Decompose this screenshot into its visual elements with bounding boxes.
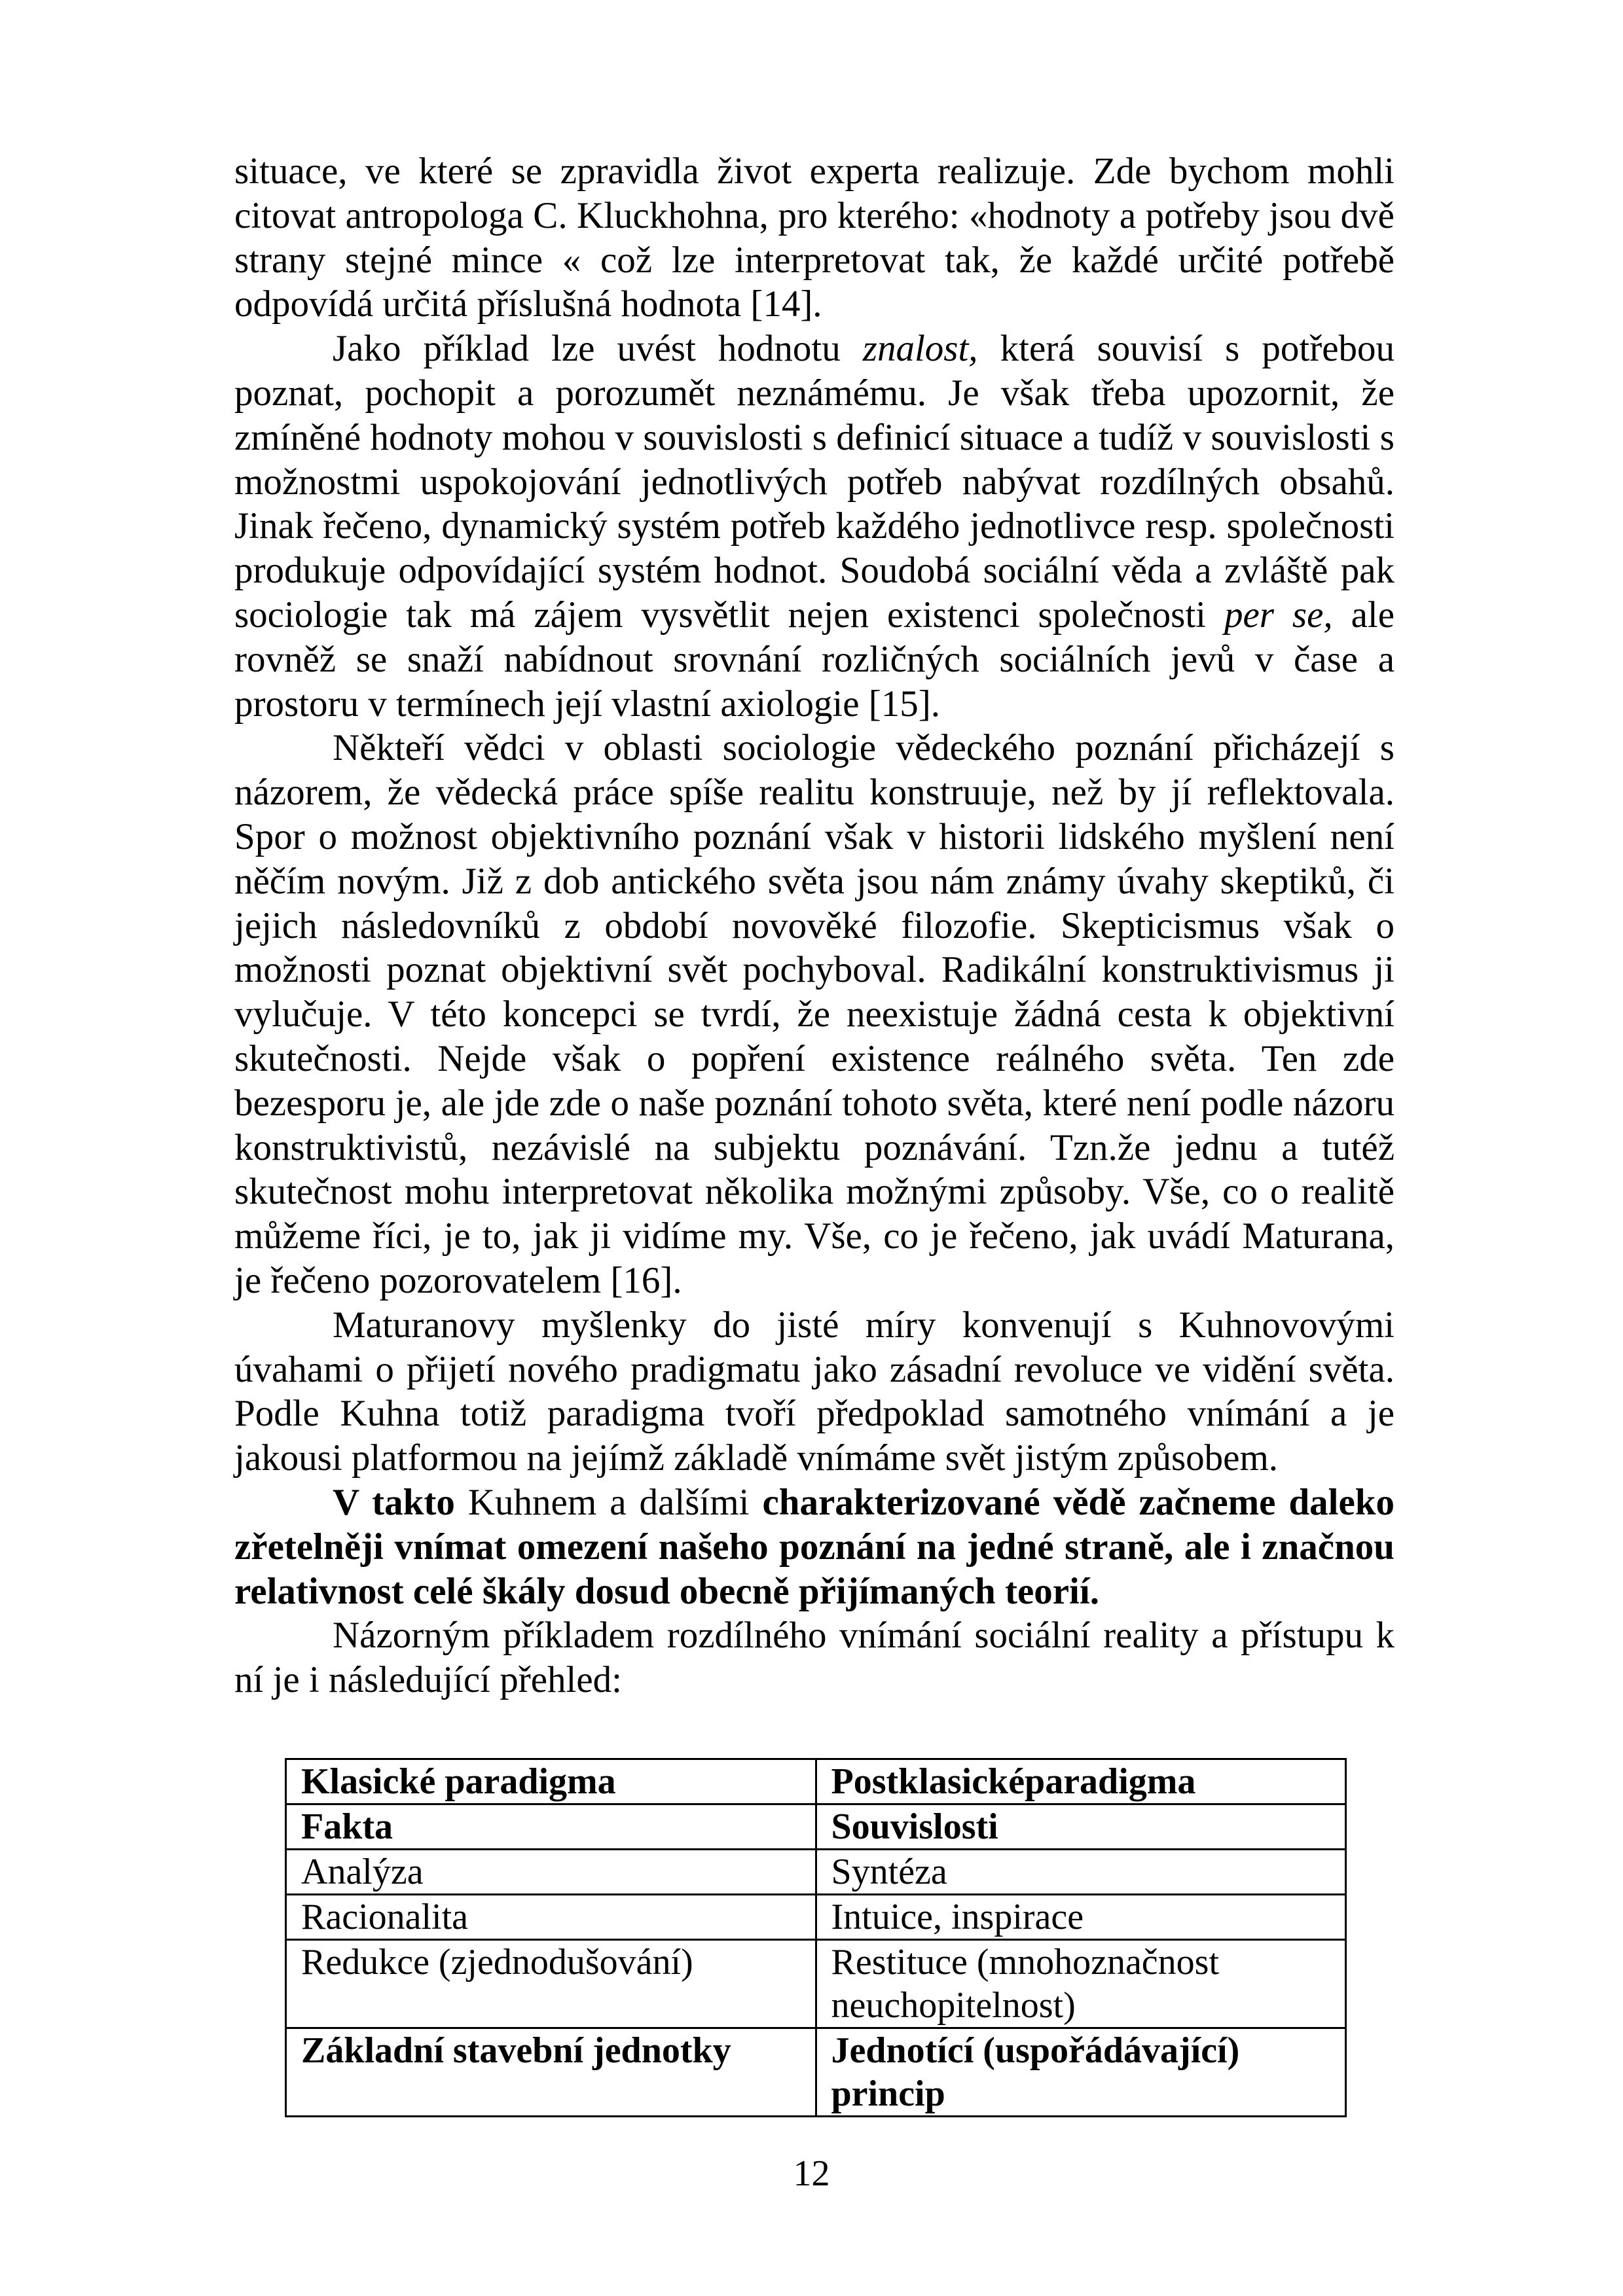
text-run: ale rovněž se snaží nabídnout srovnání rozličných sociálních jevů v čase a prostoru v termínech její vlastní axiologie [15]. — [234, 594, 1395, 725]
table-row — [286, 1849, 1346, 1894]
table-cell: Základní stavební jednotky — [286, 2028, 816, 2116]
paragraph: Někteří vědci v oblasti sociologie vědeckého poznání přicházejí s názorem, že vědecká práce spíše realitu konstruuje, než by jí reflektovala. Spor o možnost objektivního poznání však v historii lidského myšlení není něčím novým. Již z dob antického světa jsou nám známy úvahy skeptiků, či jejich následovníků z období novověké filozofie. Skepticismus však o možnosti poznat objektivní svět pochyboval. Radikální konstruktivismus ji vylučuje. V této koncepci se tvrdí, že neexistuje žádná cesta k objektivní skutečnosti. Nejde však o popření existence reálného světa. Ten zde bezesporu je, ale jde zde o naše poznání tohoto světa, které není podle názoru konstruktivistů, nezávislé na subjektu poznávání. Tzn.že jednu a tutéž skutečnost mohu interpretovat několika možnými způsoby. Vše, co o realitě můžeme říci, je to, jak ji vidíme my. Vše, co je řečeno, jak uvádí Maturana, je řečeno pozorovatelem [16]. — [234, 727, 1395, 1301]
table-cell: Fakta — [286, 1804, 816, 1849]
table-row — [286, 1939, 1346, 2028]
page-number: 12 — [793, 2153, 830, 2194]
italic-term: znalost, — [862, 328, 978, 370]
table-row — [286, 2028, 1346, 2116]
table-cell: Intuice, inspirace — [816, 1894, 1346, 1939]
document-page — [234, 149, 1395, 2117]
table-header-cell: Postklasicképaradigma — [816, 1759, 1346, 1804]
paragraph: Názorným příkladem rozdílného vnímání sociální reality a přístupu k ní je i následující přehled: — [234, 1615, 1395, 1701]
body-text — [234, 149, 1395, 1702]
table-header-cell: Klasické paradigma — [286, 1759, 816, 1804]
italic-term: per se, — [1224, 594, 1333, 636]
paradigm-table — [285, 1758, 1347, 2117]
text-run: Jako příklad lze uvést hodnotu — [333, 328, 863, 370]
paragraph — [234, 327, 1395, 726]
bold-paragraph — [234, 1480, 1395, 1613]
table-cell: Analýza — [286, 1849, 816, 1894]
table-row — [286, 1894, 1346, 1939]
text-run: Kuhnem a dalšími — [454, 1481, 763, 1523]
paragraph: Maturanovy myšlenky do jisté míry konvenují s Kuhnovovými úvahami o přijetí nového pradigmatu jako zásadní revoluce ve vidění světa. Podle Kuhna totiž paradigma tvoří předpoklad samotného vnímání a je jakousi platformou na jejímž základě vnímáme svět jistým způsobem. — [234, 1304, 1395, 1479]
spacer — [234, 1702, 1395, 1758]
table-cell: Jednotící (uspořádávající) princip — [816, 2028, 1346, 2116]
text-run: která souvisí s potřebou poznat, pochopit a porozumět neznámému. Je však třeba upozornit, že zmíněné hodnoty mohou v souvislosti s definicí situace a tudíž v souvislosti s možnostmi uspokojování jednotlivých potřeb nabývat rozdílných obsahů. Jinak řečeno, dynamický systém potřeb každého jednotlivce resp. společnosti produkuje odpovídající systém hodnot. Soudobá sociální věda a zvláště pak sociologie tak má zájem vysvětlit nejen existenci společnosti — [234, 328, 1395, 636]
table-cell: Restituce (mnohoznačnost neuchopitelnost) — [816, 1939, 1346, 2028]
table-cell: Redukce (zjednodušování) — [286, 1939, 816, 2028]
table-cell: Racionalita — [286, 1894, 816, 1939]
table-cell: Souvislosti — [816, 1804, 1346, 1849]
table-cell: Syntéza — [816, 1849, 1346, 1894]
table-header-row — [286, 1759, 1346, 1804]
table-row — [286, 1804, 1346, 1849]
text-run: charakterizované vědě začneme daleko zřetelněji vnímat omezení našeho poznání na jedné straně, ale i značnou relativnost celé škály dosud obecně přijímaných teorií. — [234, 1481, 1395, 1612]
text-run: V takto — [333, 1481, 455, 1523]
paragraph: situace, ve které se zpravidla život experta realizuje. Zde bychom mohli citovat antropologa C. Kluckhohna, pro kterého: «hodnoty a potřeby jsou dvě strany stejné mince « což lze interpretovat tak, že každé určité potřebě odpovídá určitá příslušná hodnota [14]. — [234, 151, 1395, 325]
